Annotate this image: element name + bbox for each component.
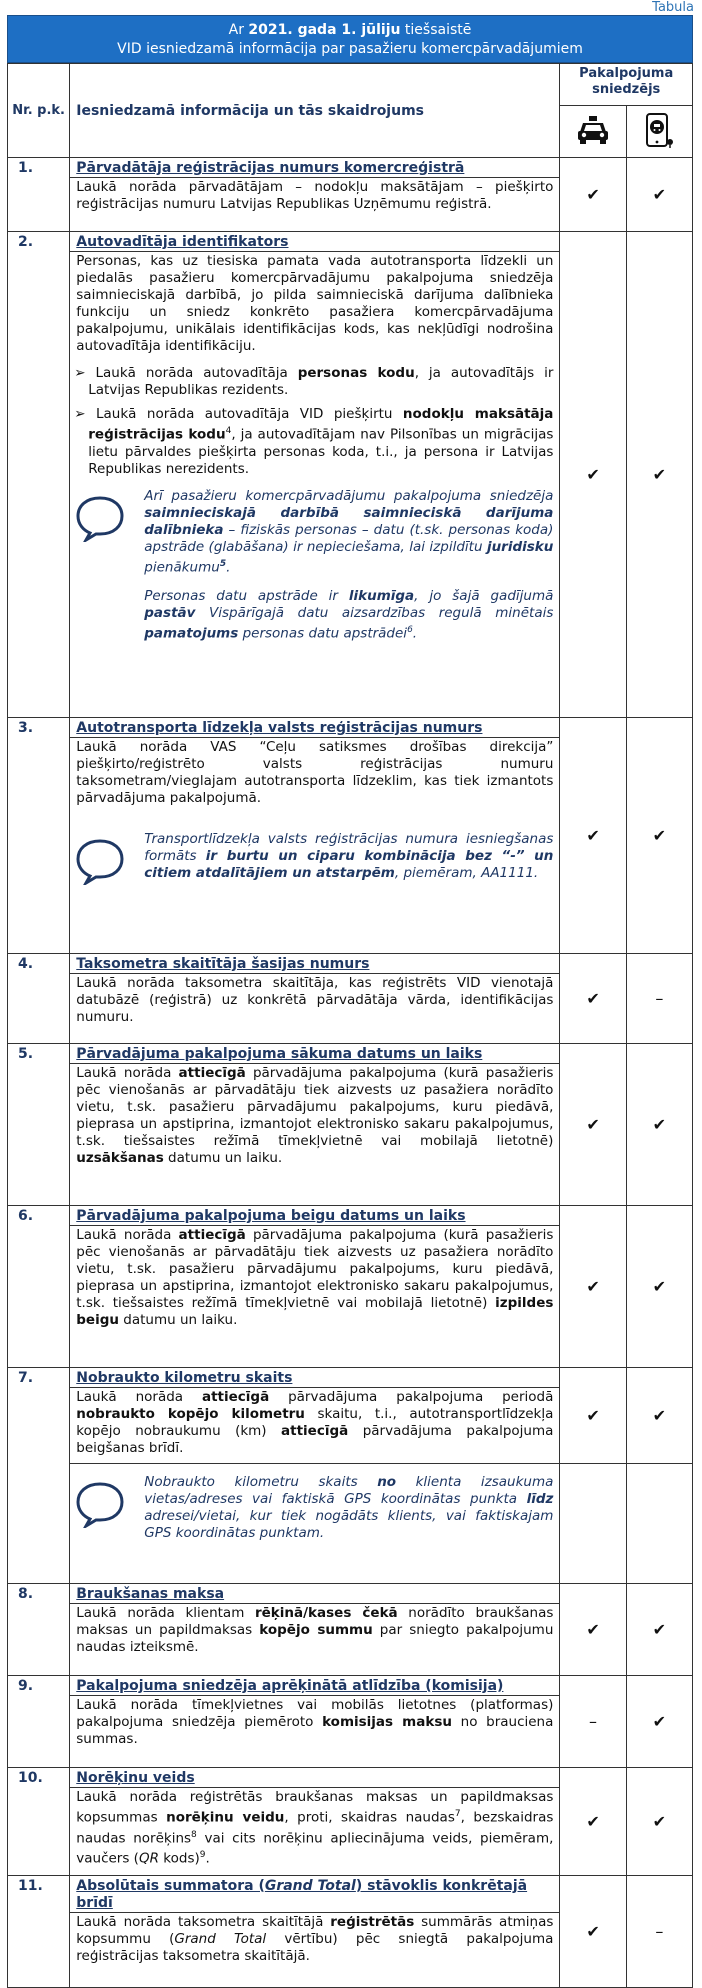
mark-app: ✔	[626, 1044, 692, 1206]
text-span: pārvadājuma pakalpojuma beigšanas brīdī.	[76, 1423, 554, 1456]
info-table	[7, 63, 693, 1988]
mark-taxi: ✔	[560, 718, 626, 954]
text-bold: norēķinu veidu	[166, 1809, 285, 1826]
text-span: Laukā norāda tīmekļvietnes vai mobilās lietotnes (platformas) pakalpojuma sniedzēja piemēroto	[76, 1697, 554, 1730]
row-number: 9.	[8, 1676, 70, 1768]
text-italic: Grand Total	[174, 1931, 267, 1947]
text-bold: izpildes beigu	[76, 1295, 554, 1328]
row-title: Pakalpojuma sniedzēja aprēķinātā atlīdzība (komisija)	[70, 1676, 559, 1696]
footnote-ref: 7	[454, 1809, 461, 1819]
info-table-wrapper	[7, 15, 693, 1988]
header-description: Iesniedzamā informācija un tās skaidrojums	[70, 64, 560, 158]
row-number: 10.	[8, 1768, 70, 1876]
bullet-bold: nodokļu maksātāja reģistrācijas kodu	[88, 406, 554, 443]
note-span: – fiziskās personas – datu (t.sk. personas koda) apstrāde (glabāšana) ir nepieciešama, lai izpildītu	[144, 521, 554, 555]
text-span: , proti, skaidras naudas	[284, 1809, 455, 1826]
row-title: Braukšanas maksa	[70, 1584, 559, 1604]
row-title: Autovadītāja identifikators	[70, 232, 559, 252]
corner-label: Tabula	[652, 0, 694, 15]
title-span: Absolūtais summatora (	[76, 1878, 265, 1894]
text-span: .	[205, 1850, 210, 1867]
mark-taxi: ✔	[560, 158, 626, 232]
note-bold: līdz	[526, 1491, 554, 1507]
text-span: norādīto braukšanas maksas un papildmaksas	[76, 1605, 554, 1638]
text-bold: rēķinā/kases čekā	[254, 1605, 398, 1621]
row-number: 1.	[8, 158, 70, 232]
text-bold: attiecīgā	[178, 1227, 246, 1243]
row-text	[70, 1064, 559, 1173]
row-text: Laukā norāda taksometra skaitītāja, kas reģistrēts VID vienotajā datubāzē (reģistrā) uz konkrētā pārvadātāja vārda, identifikācijas numuru.	[76, 975, 554, 1025]
note-bold: ir burtu un ciparu kombinācija bez “-” un citiem atdalītājiem un atstarpēm	[144, 848, 554, 881]
footnote-ref: 4	[225, 426, 232, 436]
bullet-text: Laukā norāda autovadītāja	[95, 365, 298, 381]
banner-date: 2021. gada 1. jūliju	[248, 22, 401, 38]
bullet-text: , ja autovadītājam nav Pilsonības un migrācijas lietu pārvaldes piešķirta personas koda, t.i., ja persona ir Latvijas Republikas nerezidents.	[88, 426, 554, 477]
row-number: 4.	[8, 954, 70, 1044]
table-banner	[7, 15, 693, 63]
note-block	[70, 813, 559, 895]
mark-taxi: ✔	[560, 232, 626, 718]
mark-taxi: ✔	[560, 1876, 626, 1988]
row-text	[70, 1226, 559, 1335]
text-span: Laukā norāda	[76, 1227, 179, 1243]
note-block	[70, 1464, 559, 1548]
mark-app: ✔	[626, 718, 692, 954]
note-span: pienākumu	[144, 559, 220, 575]
row-number: 2.	[8, 232, 70, 718]
text-span: pārvadājuma pakalpojuma (kurā pasažieris pēc vienošanās ar pārvadātāju tiek aizvests uz pasažiera norādīto vietu, t.sk. pasažieru pārvadājumu pakalpojums, kuru piedāvā, pieprasa un apstiprina, izmantojot elektronisko sakaru pakalpojumus, t.sk. tiešsaistes režīmā tīmekļvietnē vai mobilajā lietotnē)	[76, 1065, 554, 1149]
row-number: 7.	[8, 1368, 70, 1584]
table-row	[8, 954, 693, 1044]
row-title: Norēķinu veids	[70, 1768, 559, 1788]
mark-taxi: ✔	[560, 1584, 626, 1676]
note-span: .	[226, 559, 231, 575]
note-bold: no	[377, 1474, 397, 1490]
mark-app: ✔	[626, 1676, 692, 1768]
table-row	[8, 1368, 693, 1464]
footnote-ref: 6	[407, 625, 413, 635]
text-span: Laukā norāda klientam	[76, 1605, 255, 1621]
mark-app: ✔	[626, 1768, 692, 1876]
row-text	[70, 1913, 559, 1971]
text-bold: attiecīgā	[201, 1389, 270, 1405]
table-row	[8, 1676, 693, 1768]
bullet-text: , ja autovadītājs ir Latvijas Republikas rezidents.	[88, 365, 554, 398]
row-title: Nobraukto kilometru skaits	[70, 1368, 559, 1388]
text-span: vērtību) pēc sniegtā pakalpojuma reģistrācijas taksometra skaitītājā.	[76, 1931, 554, 1964]
text-bold: nobraukto kopējo kilometru	[76, 1406, 305, 1422]
mark-taxi: ✔	[560, 954, 626, 1044]
ride-app-phone-icon	[626, 106, 692, 158]
table-row	[8, 1768, 693, 1876]
table-row	[8, 1044, 693, 1206]
taxi-icon	[560, 106, 626, 158]
row-content	[70, 954, 560, 1044]
banner-text: tiešsaistē	[400, 22, 472, 38]
table-row	[8, 718, 693, 954]
header-nr: Nr. p.k.	[8, 64, 70, 158]
table-row	[8, 232, 693, 718]
row-text: Laukā norāda VAS “Ceļu satiksmes drošības direkcija” piešķirto/reģistrēto valsts reģistrācijas numuru taksometram/vieglajam autotransporta līdzeklim, kas tiek izmantots pārvadājuma pakalpojumā.	[76, 739, 554, 806]
mark-taxi: ✔	[560, 1768, 626, 1876]
text-span: Laukā norāda taksometra skaitītājā	[76, 1914, 331, 1930]
row-content	[70, 1584, 560, 1676]
note-bold: juridisku	[486, 538, 554, 555]
speech-bubble-icon	[74, 488, 144, 546]
row-title: Pārvadātāja reģistrācijas numurs komercreģistrā	[70, 158, 559, 178]
text-bold: reģistrētās	[330, 1914, 415, 1930]
mark-app: –	[626, 1876, 692, 1988]
text-span: par sniegto pakalpojumu naudas izteiksmē.	[76, 1622, 554, 1655]
table-row	[8, 1584, 693, 1676]
speech-bubble-icon	[74, 1474, 144, 1532]
row-content	[70, 1876, 560, 1988]
text-span: kods)	[158, 1850, 200, 1867]
mark-taxi: ✔	[560, 1044, 626, 1206]
text-span: Laukā norāda	[76, 1065, 179, 1081]
table-row	[8, 1206, 693, 1368]
note-bold: likumīga	[348, 588, 415, 604]
row-title: Pārvadājuma pakalpojuma sākuma datums un laiks	[70, 1044, 559, 1064]
mark-app: ✔	[626, 158, 692, 232]
row-text	[70, 1604, 559, 1662]
row-number: 8.	[8, 1584, 70, 1676]
header-provider: Pakalpojuma sniedzējs	[560, 64, 693, 106]
row-content	[70, 1044, 560, 1206]
row-content	[70, 1768, 560, 1876]
row-title: Taksometra skaitītāja šasijas numurs	[70, 954, 559, 974]
mark-app: ✔	[626, 1584, 692, 1676]
note-bold: pamatojums	[144, 625, 239, 642]
note-span: Nobraukto kilometru skaits	[144, 1474, 378, 1490]
text-bold: attiecīgā	[281, 1423, 349, 1439]
note-span: Arī pasažieru komercpārvadājumu pakalpojuma sniedzēja	[144, 487, 554, 504]
text-span: pārvadājuma pakalpojuma periodā	[269, 1389, 554, 1405]
footnote-ref: 9	[199, 1850, 206, 1860]
text-span: , bezskaidras naudas norēķins	[76, 1809, 554, 1846]
note-span: personas datu apstrādei	[238, 625, 408, 642]
row-number: 6.	[8, 1206, 70, 1368]
text-span: datumu un laiku.	[163, 1150, 283, 1166]
note-text	[144, 1474, 553, 1542]
row-number: 11.	[8, 1876, 70, 1988]
row-text: Personas, kas uz tiesiska pamata vada autotransporta līdzekli un piedalās pasažieru komercpārvadājumu pakalpojuma sniedzēja saimnieciskajā darbībā, jo pilda saimnieciskā darījuma dalībnieka funkciju un sniedz konkrēto pasažiera komercpārvadājuma pakalpojumu, unikālais identifikācijas kods, kas nekļūdīgi nodrošina autovadītāja identifikāciju.	[76, 253, 554, 354]
row-title: Autotransporta līdzekļa valsts reģistrācijas numurs	[70, 718, 559, 738]
table-row	[8, 1876, 693, 1988]
row-content	[70, 1206, 560, 1368]
note-span: Personas datu apstrāde ir	[144, 588, 349, 604]
banner-line-1	[8, 21, 692, 40]
mark-taxi: ✔	[560, 1368, 626, 1464]
text-bold: attiecīgā	[178, 1065, 246, 1081]
bullet-item: ➢ Laukā norāda autovadītāja VID piešķirtu nodokļu maksātāja reģistrācijas kodu$^4$, ja autovadītājam nav Pilsonības un migrācijas lietu pārvaldes piešķirta personas koda, t.i., ja persona ir Latvijas Republikas nerezidents.	[74, 406, 554, 477]
note-span: , jo šajā gadījumā	[414, 588, 554, 604]
bullet-text: Laukā norāda autovadītāja VID piešķirtu	[96, 406, 403, 422]
bullet-bold: personas kodu	[297, 365, 415, 381]
title-span: ) stāvoklis konkrētajā brīdī	[76, 1878, 528, 1911]
text-bold: kopējo summu	[259, 1622, 373, 1638]
note-block	[70, 484, 559, 661]
text-span: Laukā norāda reģistrētās braukšanas maksas un papildmaksas kopsummas	[76, 1789, 554, 1826]
text-span: Laukā norāda	[76, 1389, 202, 1405]
row-title	[70, 1876, 559, 1913]
row-number: 5.	[8, 1044, 70, 1206]
row-text	[70, 1788, 559, 1874]
text-span: vai cits norēķinu apliecinājuma veids, piemēram, vaučers (	[76, 1830, 554, 1867]
note-span: klienta izsaukuma vietas/adreses vai faktiskā GPS koordinātas punkta	[144, 1474, 554, 1507]
row-text	[70, 1388, 559, 1463]
note-text	[144, 488, 553, 655]
row-title: Pārvadājuma pakalpojuma beigu datums un laiks	[70, 1206, 559, 1226]
empty-cell	[626, 1464, 692, 1584]
text-span: datumu un laiku.	[119, 1312, 238, 1328]
footnote-ref: 5	[219, 558, 227, 569]
footnote-ref: 8	[191, 1829, 197, 1840]
mark-app: ✔	[626, 1206, 692, 1368]
note-span: Vispārīgajā datu aizsardzības regulā minētais	[195, 605, 554, 621]
text-bold: komisijas maksu	[322, 1714, 452, 1730]
row-content	[70, 1464, 560, 1584]
note-span: .	[412, 625, 418, 642]
table-row-note	[8, 1464, 693, 1584]
row-content	[70, 718, 560, 954]
text-bold: uzsākšanas	[76, 1150, 164, 1166]
banner-text: Ar	[228, 22, 249, 38]
note-span: Transportlīdzekļa valsts reģistrācijas numura iesniegšanas formāts	[144, 831, 554, 864]
row-number: 3.	[8, 718, 70, 954]
note-span: , piemēram, AA1111.	[394, 865, 539, 881]
bullet-item: ➢ Laukā norāda autovadītāja personas kodu, ja autovadītājs ir Latvijas Republikas rezidents.	[74, 365, 554, 398]
row-text	[70, 1696, 559, 1754]
row-content	[70, 1368, 560, 1464]
row-text: Laukā norāda pārvadātājam – nodokļu maksātājam – piešķirto reģistrācijas numuru Latvijas Republikas Uzņēmumu reģistrā.	[76, 179, 554, 212]
text-span: no brauciena summas.	[76, 1714, 554, 1747]
banner-line-2: VID iesniedzamā informācija par pasažieru komercpārvadājumiem	[117, 41, 583, 57]
table-row	[8, 158, 693, 232]
note-text	[144, 831, 553, 882]
row-content	[70, 1676, 560, 1768]
row-content	[70, 158, 560, 232]
empty-cell	[560, 1464, 626, 1584]
text-span: pārvadājuma pakalpojuma (kurā pasažieris pēc vienošanās ar pārvadātāju tiek aizvests uz pasažiera norādīto vietu, t.sk. pasažieru pārvadājumu pakalpojums, kuru piedāvā, pieprasa un apstiprina, izmantojot elektronisko sakaru pakalpojumus, t.sk. tiešsaistes režīmā tīmekļvietnē vai mobilajā lietotnē)	[76, 1227, 554, 1311]
text-italic: QR	[138, 1850, 159, 1867]
text-span: summārās atmiņas kopsummu (	[76, 1914, 554, 1947]
mark-app: ✔	[626, 232, 692, 718]
note-span: adresei/vietai, kur tiek nogādāts klients, vai faktiskajam GPS koordinātas punktam.	[144, 1508, 554, 1541]
row-content	[70, 232, 560, 718]
speech-bubble-icon	[74, 831, 144, 889]
mark-taxi: –	[560, 1676, 626, 1768]
title-italic: Grand Total	[264, 1878, 356, 1894]
note-bold: pastāv	[144, 605, 196, 621]
note-bold: saimnieciskajā darbībā saimnieciskā darījuma dalībnieka	[144, 504, 554, 538]
text-span: skaitu, t.i., autotransportlīdzekļa kopējo nobraukumu (km)	[76, 1406, 554, 1439]
mark-taxi: ✔	[560, 1206, 626, 1368]
mark-app: ✔	[626, 1368, 692, 1464]
mark-app: –	[626, 954, 692, 1044]
